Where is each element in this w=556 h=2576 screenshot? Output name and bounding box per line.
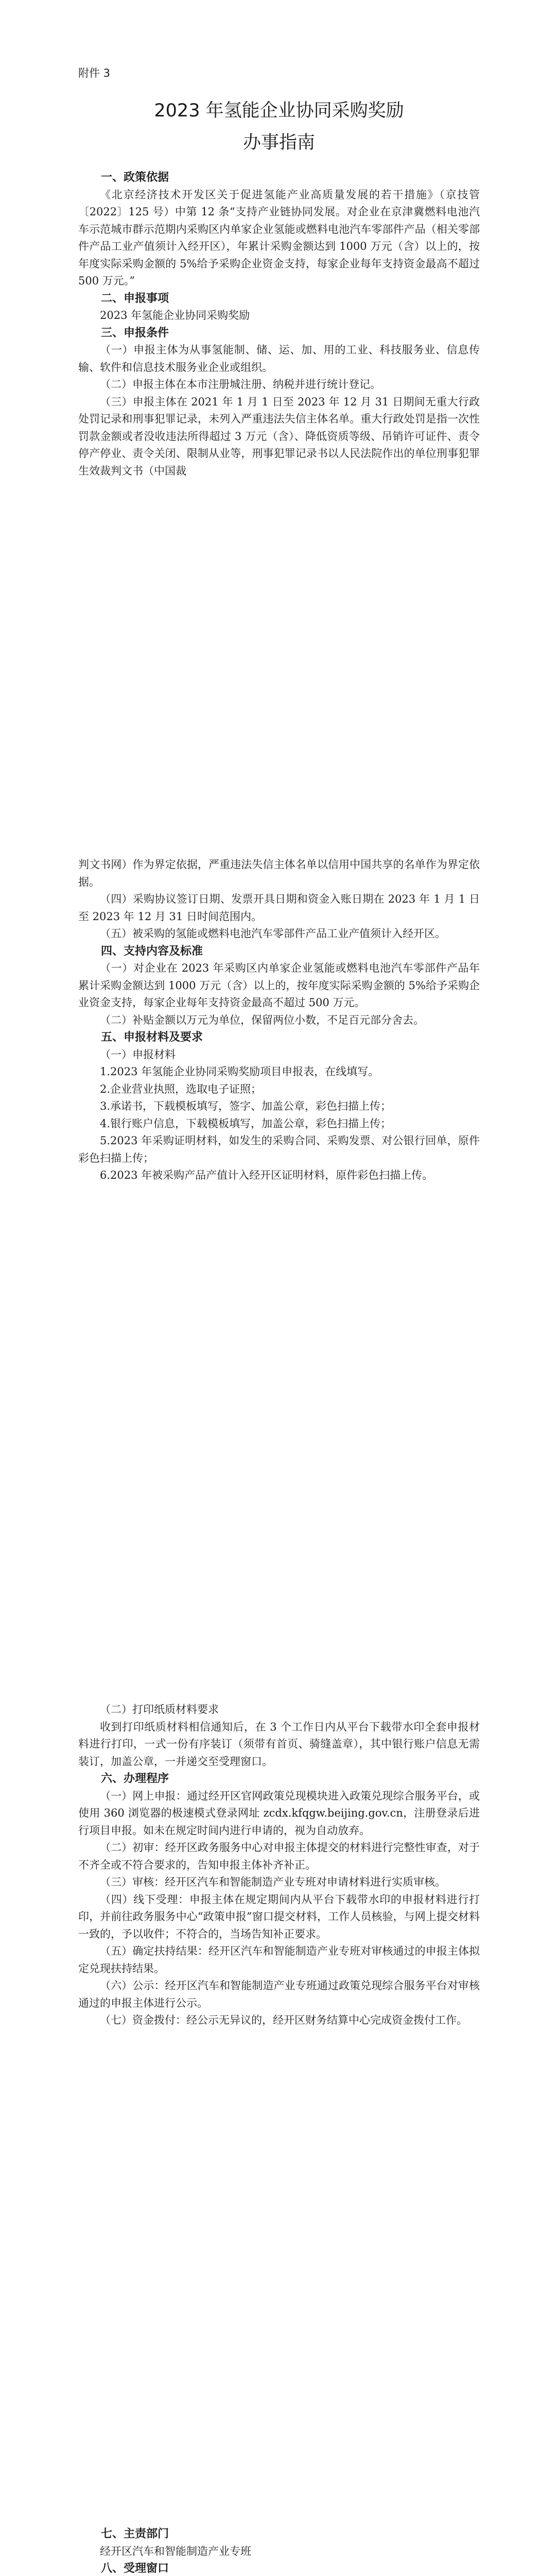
heading-procedure: 六、办理程序 [101, 1772, 169, 1785]
attachment-label: 附件 3 [78, 67, 111, 79]
heading-materials: 五、申报材料及要求 [101, 1030, 203, 1044]
material-2: 2.企业营业执照，选取电子证照； [100, 1082, 262, 1095]
procedure-7: （七）资金拨付：经公示无异议的，经开区财务结算中心完成资金拨付工作。 [100, 2014, 467, 2026]
section-procedure [78, 1701, 480, 2029]
print-requirements-text: 收到打印纸质材料相信通知后，在 3 个工作日内从平台下载带水印全套申报材料进行打印，一式一份有序装订（须带有首页、骑缝盖章），其中银行账户信息无需装订，加盖公章，一并递交至受理窗口。 [78, 1720, 480, 1768]
apply-item-text: 2023 年氢能企业协同采购奖励 [100, 309, 250, 321]
heading-apply-item: 二、申报事项 [101, 291, 169, 305]
material-6: 6.2023 年被采购产品产值计入经开区证明材料，原件彩色扫描上传。 [100, 1169, 433, 1181]
support-2: （二）补贴金额以万元为单位，保留两位小数，不足百元部分舍去。 [100, 1013, 424, 1026]
condition-3-cont: 判文书网）作为界定依据，严重违法失信主体名单以信用中国共享的名单作为界定依据。 [78, 858, 480, 888]
material-5: 5.2023 年采购证明材料，如发生的采购合同、采购发票、对公银行回单，原件彩色扫描上传； [78, 1134, 480, 1164]
material-4: 4.银行账户信息，下载模板填写，加盖公章，彩色扫描上传； [100, 1117, 392, 1130]
condition-2: （二）申报主体在本市注册城注册、纳税并进行统计登记。 [100, 378, 381, 391]
material-3: 3.承诺书，下载模板填写，签字、加盖公章，彩色扫描上传； [100, 1100, 392, 1112]
support-1: （一）对企业在 2023 年采购区内单家企业氢能或燃料电池汽车零部件产品年累计采购金额达到 1000 万元（含）以上的，按年度实际采购金额的 5%给予采购企业资金支持，每家企业每年支持资金最高不超过 500 万元。 [78, 962, 480, 1009]
page-subtitle: 办事指南 [242, 132, 315, 153]
procedure-5: （五）确定扶持结果：经开区汽车和智能制造产业专班对审核通过的申报主体拟定兑现扶持结果。 [78, 1945, 480, 1975]
section-contacts [78, 2526, 480, 2576]
procedure-2: （二）初审：经开区政务服务中心对申报主体提交的材料进行完整性审查，对于不齐全或不符合要求的，告知申报主体补齐补正。 [78, 1841, 480, 1871]
print-requirements-heading: （二）打印纸质材料要求 [100, 1703, 219, 1716]
heading-window: 八、受理窗口 [101, 2562, 169, 2575]
procedure-4: （四）线下受理：申报主体在规定期间内从平台下载带水印的申报材料进行打印，并前往政务服务中心“政策申报”窗口提交材料，工作人员核验，与网上提交材料一致的，予以收件；不符合的，当场告知补正要求。 [78, 1893, 480, 1940]
material-1: 1.2023 年氢能企业协同采购奖励项目申报表，在线填写。 [100, 1065, 379, 1078]
policy-basis-text: 《北京经济技术开发区关于促进氢能产业高质量发展的若干措施》（京技管〔2022〕125 号）中第 12 条“支持产业链协同发展。对企业在京津冀燃料电池汽车示范城市群示范期内采购区内单家企业氢能或燃料电池汽车零部件产品（相关零部件产品工业产值须计入经开区），年累计采购金额达到 1000 万元（含）以上的，按年度实际采购金额的 5%给予采购企业资金支持，每家企业每年支持资金最高不超过 500 万元。” [78, 188, 480, 287]
materials-subheading: （一）申报材料 [100, 1048, 176, 1061]
page-title: 2023 年氢能企业协同采购奖励 [154, 100, 404, 121]
heading-conditions: 三、申报条件 [101, 326, 169, 340]
section-support [78, 856, 480, 1184]
section-policy-basis [78, 169, 480, 480]
condition-5: （五）被采购的氢能或燃料电池汽车零部件产品工业产值须计入经开区。 [100, 927, 446, 940]
condition-4: （四）采购协议签订日期、发票开具日期和资金入账日期在 2023 年 1 月 1 日至 2023 年 12 月 31 日时间范围内。 [78, 893, 480, 923]
condition-1: （一）申报主体为从事氢能制、储、运、加、用的工业、科技服务业、信息传输、软件和信息技术服务业企业或组织。 [78, 344, 480, 374]
department-text: 经开区汽车和智能制造产业专班 [100, 2545, 251, 2557]
procedure-3: （三）审核：经开区汽车和智能制造产业专班对申请材料进行实质审核。 [100, 1876, 446, 1888]
heading-support-content: 四、支持内容及标准 [101, 944, 203, 958]
procedure-6: （六）公示：经开区汽车和智能制造产业专班通过政策兑现综合服务平台对审核通过的申报主体进行公示。 [78, 1979, 480, 2009]
heading-department: 七、主责部门 [101, 2527, 169, 2540]
condition-3: （三）申报主体在 2021 年 1 月 1 日至 2023 年 12 月 31 日期间无重大行政处罚记录和刑事犯罪记录，未列入严重违法失信主体名单。重大行政处罚是指一次性罚款金额或者没收违法所得超过 3 万元（含）、降低资质等级、吊销许可证件、责令停产停业、责令关闭、限制从业等，刑事犯罪记录书以人民法院作出的单位刑事犯罪生效裁判文书（中国裁 [78, 395, 480, 477]
heading-policy-basis: 一、政策依据 [101, 171, 169, 184]
procedure-1: （一）网上申报：通过经开区官网政策兑现模块进入政策兑现综合服务平台，或使用 360 浏览器的极速模式登录网址 zcdx.kfqgw.beijing.gov.cn，注册登录后进行项目申报。如未在规定时间内进行申请的，视为自动放弃。 [78, 1789, 480, 1837]
